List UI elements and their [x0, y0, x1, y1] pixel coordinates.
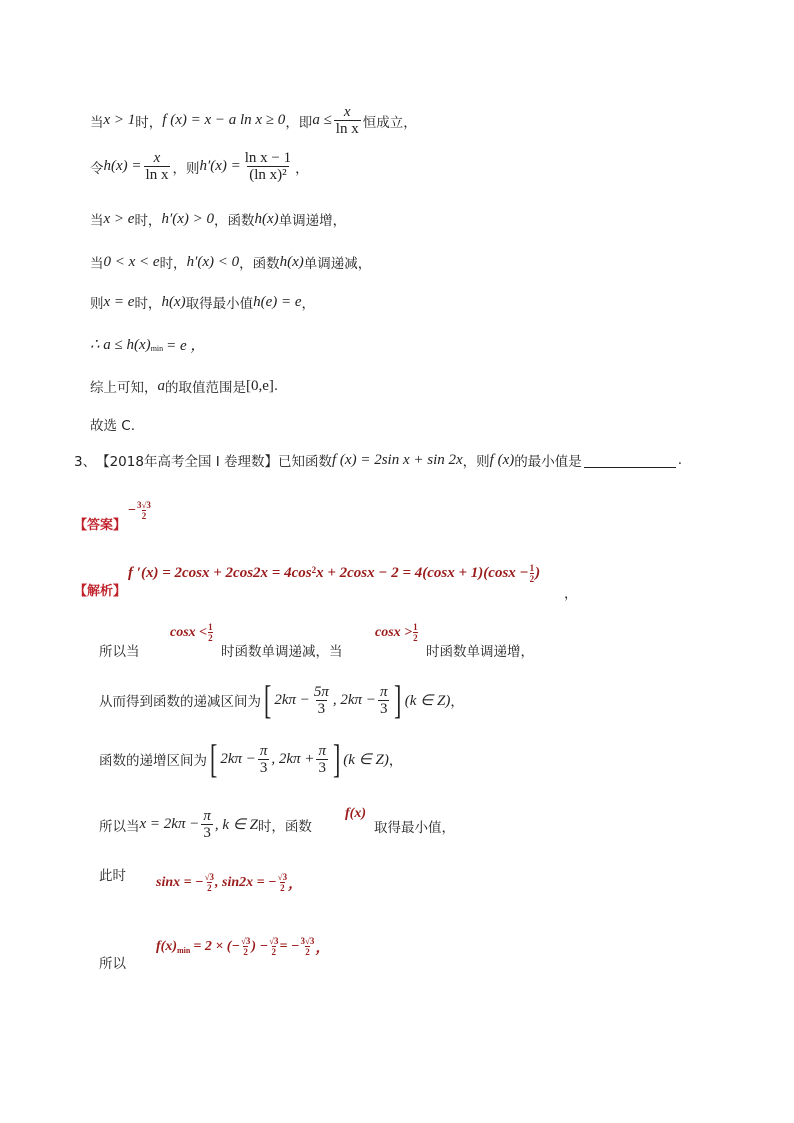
text: 时， [134, 213, 162, 229]
math: (k ∈ Z) [404, 692, 451, 709]
math: f(x) [156, 938, 177, 954]
denominator: 3 [259, 759, 268, 776]
math: cosx < [170, 624, 208, 640]
denominator: 2 [141, 511, 147, 521]
math: x = 2kπ − [139, 816, 200, 832]
numerator: π [379, 683, 388, 700]
fraction [269, 936, 278, 957]
numerator: 5π [313, 683, 329, 700]
bracket-right: ] [394, 677, 402, 722]
text: 的最小值是 [514, 454, 582, 470]
text: 所以当 [99, 644, 140, 660]
numerator: x [343, 104, 351, 120]
denominator: 3 [203, 825, 211, 841]
text: 的取值范围是 [165, 380, 246, 396]
math: f(x) [345, 806, 366, 821]
bracket-right: ] [332, 736, 341, 781]
math: , 2kπ − [332, 691, 376, 708]
text: 恒成立， [362, 114, 417, 131]
denominator: 2 [280, 883, 285, 893]
line-monotonic-end [426, 640, 534, 660]
math: [0,e] [246, 377, 274, 394]
denominator: 3 [317, 700, 326, 717]
math: h(x) [279, 253, 304, 270]
numerator: ln x − 1 [244, 150, 292, 166]
bracket-left: [ [209, 736, 218, 781]
numerator: x [153, 150, 161, 166]
text: 函数的递增区间为 [99, 753, 207, 769]
text: 当 [90, 256, 104, 272]
text: 单调递减， [303, 256, 372, 272]
text: 时， [135, 114, 163, 131]
math: sinx = − [156, 874, 204, 890]
text: 所以当 [99, 818, 140, 835]
cos-less-half [170, 622, 214, 643]
text: . [273, 378, 279, 394]
numerator: π [203, 808, 211, 824]
fraction [144, 150, 171, 183]
text: ， [388, 753, 403, 769]
math: h(e) = e [253, 293, 302, 310]
text: ， [564, 586, 578, 602]
line-decreasing [90, 252, 371, 272]
numerator: π [318, 742, 326, 759]
numerator: √3 [240, 936, 251, 946]
numerator: √3 [204, 872, 215, 882]
line-monotonic-mid [221, 640, 343, 660]
text: 已知函数 [278, 454, 333, 470]
denominator: (ln x)² [249, 167, 287, 183]
subscript: min [150, 344, 164, 353]
line-monotonic [99, 640, 140, 660]
math: = 2 × (− [193, 938, 240, 954]
text: ， [450, 694, 464, 710]
denominator: 2 [207, 883, 212, 893]
derivative-formula [128, 563, 540, 584]
numerator: 3√3 [136, 500, 151, 510]
math: (k ∈ Z) [343, 751, 389, 768]
text: ，函数 [239, 256, 280, 272]
subscript: min [177, 946, 191, 955]
question-3 [74, 450, 682, 470]
text: 时， [159, 256, 187, 272]
math: , sin2x = − [215, 874, 277, 890]
numerator: 1 [413, 622, 418, 632]
text: 单调递增， [278, 213, 347, 229]
line-at-this-time [99, 864, 126, 884]
math: ， [315, 940, 330, 956]
math: a [157, 377, 165, 394]
math: x + 2cosx − 2 = 4(cosx + 1)(cosx − [316, 565, 529, 581]
cos-greater-half [375, 622, 419, 643]
line-increasing [90, 209, 346, 229]
text: 取得最小值 [185, 296, 254, 312]
denominator: 3 [318, 759, 326, 776]
math: ) [535, 565, 541, 581]
text: 综上可知， [90, 380, 158, 396]
numerator: π [259, 742, 268, 759]
math: ) − [251, 938, 269, 954]
text: 从而得到函数的递减区间为 [99, 694, 261, 710]
math: h(x) [161, 293, 186, 310]
denominator: 2 [529, 574, 535, 584]
fraction [208, 622, 213, 643]
math: 2kπ − [220, 750, 256, 767]
f-of-x [345, 806, 366, 822]
text: 此时 [99, 868, 126, 884]
line-min-point-end [374, 816, 455, 836]
line-define-h [90, 150, 309, 183]
math: h(x) = [103, 158, 142, 174]
denominator: 3 [379, 700, 388, 717]
line-result [99, 952, 126, 972]
math: cosx > [375, 624, 413, 640]
text: ， [295, 160, 309, 177]
fraction [258, 743, 270, 776]
fraction [312, 684, 331, 717]
math: h′(x) > 0 [161, 210, 214, 227]
math: = − [279, 938, 300, 954]
fraction [413, 622, 418, 643]
analysis-label [74, 580, 126, 599]
sin-values [156, 872, 302, 893]
fraction [241, 936, 250, 957]
math: h′(x) < 0 [186, 253, 240, 270]
text: . [677, 452, 683, 468]
math: x = e [103, 293, 135, 310]
denominator: ln x [145, 167, 169, 183]
text: 时， [134, 296, 162, 312]
text: 取得最小值， [374, 820, 455, 836]
denominator: 2 [208, 633, 213, 643]
math: f (x) [489, 451, 515, 468]
math: f ′(x) = 2cosx + 2cos2x = 4cos [128, 565, 312, 581]
text: 时，函数 [257, 818, 312, 835]
numerator: 3√3 [300, 936, 315, 946]
denominator: 2 [305, 947, 310, 957]
numerator: 1 [208, 622, 213, 632]
analysis-label-text: 【解析】 [74, 584, 127, 599]
text: ，则 [462, 454, 490, 470]
fraction [378, 684, 390, 717]
text: ，则 [172, 160, 200, 177]
math: h′(x) = [199, 158, 241, 174]
math: , k ∈ Z [214, 817, 258, 833]
text: 时函数单调递增， [426, 644, 534, 660]
line-therefore [90, 334, 205, 355]
text: ，即 [285, 114, 313, 131]
math: x > 1 [103, 112, 136, 128]
bracket-left: [ [263, 677, 272, 722]
fraction [300, 936, 314, 957]
question-number: 3、 [74, 454, 97, 470]
text: 则 [90, 296, 104, 312]
answer-label [74, 514, 126, 533]
numerator: √3 [277, 872, 288, 882]
fraction [201, 808, 213, 841]
text: 令 [90, 160, 104, 177]
math: f (x) = 2sin x + sin 2x [332, 451, 463, 468]
min-value-formula [156, 936, 329, 957]
numerator: 1 [529, 563, 535, 573]
fraction [205, 872, 214, 893]
math: 2kπ − [274, 691, 310, 708]
text: ， [301, 296, 316, 312]
line-minimum [90, 292, 315, 312]
question-source: 【2018年高考全国 I 卷理数】 [96, 454, 279, 470]
line-choice [90, 414, 135, 434]
answer-value [128, 500, 152, 521]
line-increasing-interval [99, 736, 403, 781]
math: a ≤ [312, 112, 332, 128]
superscript: 2 [311, 564, 317, 575]
math: x > e [103, 210, 135, 227]
fraction [278, 872, 287, 893]
math: = e ， [166, 338, 206, 354]
fraction [334, 104, 361, 137]
denominator: 2 [243, 947, 248, 957]
fraction [530, 563, 535, 584]
math: − [128, 502, 136, 518]
answer-label-text: 【答案】 [74, 518, 127, 533]
line-condition-x-gt-1 [90, 104, 417, 137]
math: 0 < x < e [103, 253, 160, 270]
text: 当 [90, 114, 104, 131]
fraction [137, 500, 151, 521]
fraction [316, 743, 328, 776]
line-decreasing-interval [99, 677, 464, 722]
text: 故选 C. [90, 418, 136, 434]
line-conclusion [90, 376, 278, 396]
fraction [243, 150, 293, 183]
math: ∴ a ≤ h(x) [90, 337, 151, 353]
text: 当 [90, 213, 104, 229]
denominator: ln x [335, 121, 359, 137]
text: 所以 [99, 956, 126, 972]
math: , 2kπ + [271, 750, 315, 767]
denominator: 2 [413, 633, 418, 643]
text: 时函数单调递减，当 [221, 644, 343, 660]
denominator: 2 [271, 947, 277, 957]
math: ， [288, 876, 303, 892]
line-min-point [99, 808, 312, 841]
derivative-tail [564, 582, 578, 602]
answer-blank [584, 453, 676, 468]
text: ，函数 [214, 213, 255, 229]
math: h(x) [254, 210, 279, 227]
math: f (x) = x − a ln x ≥ 0 [162, 112, 286, 128]
numerator: √3 [269, 936, 279, 946]
